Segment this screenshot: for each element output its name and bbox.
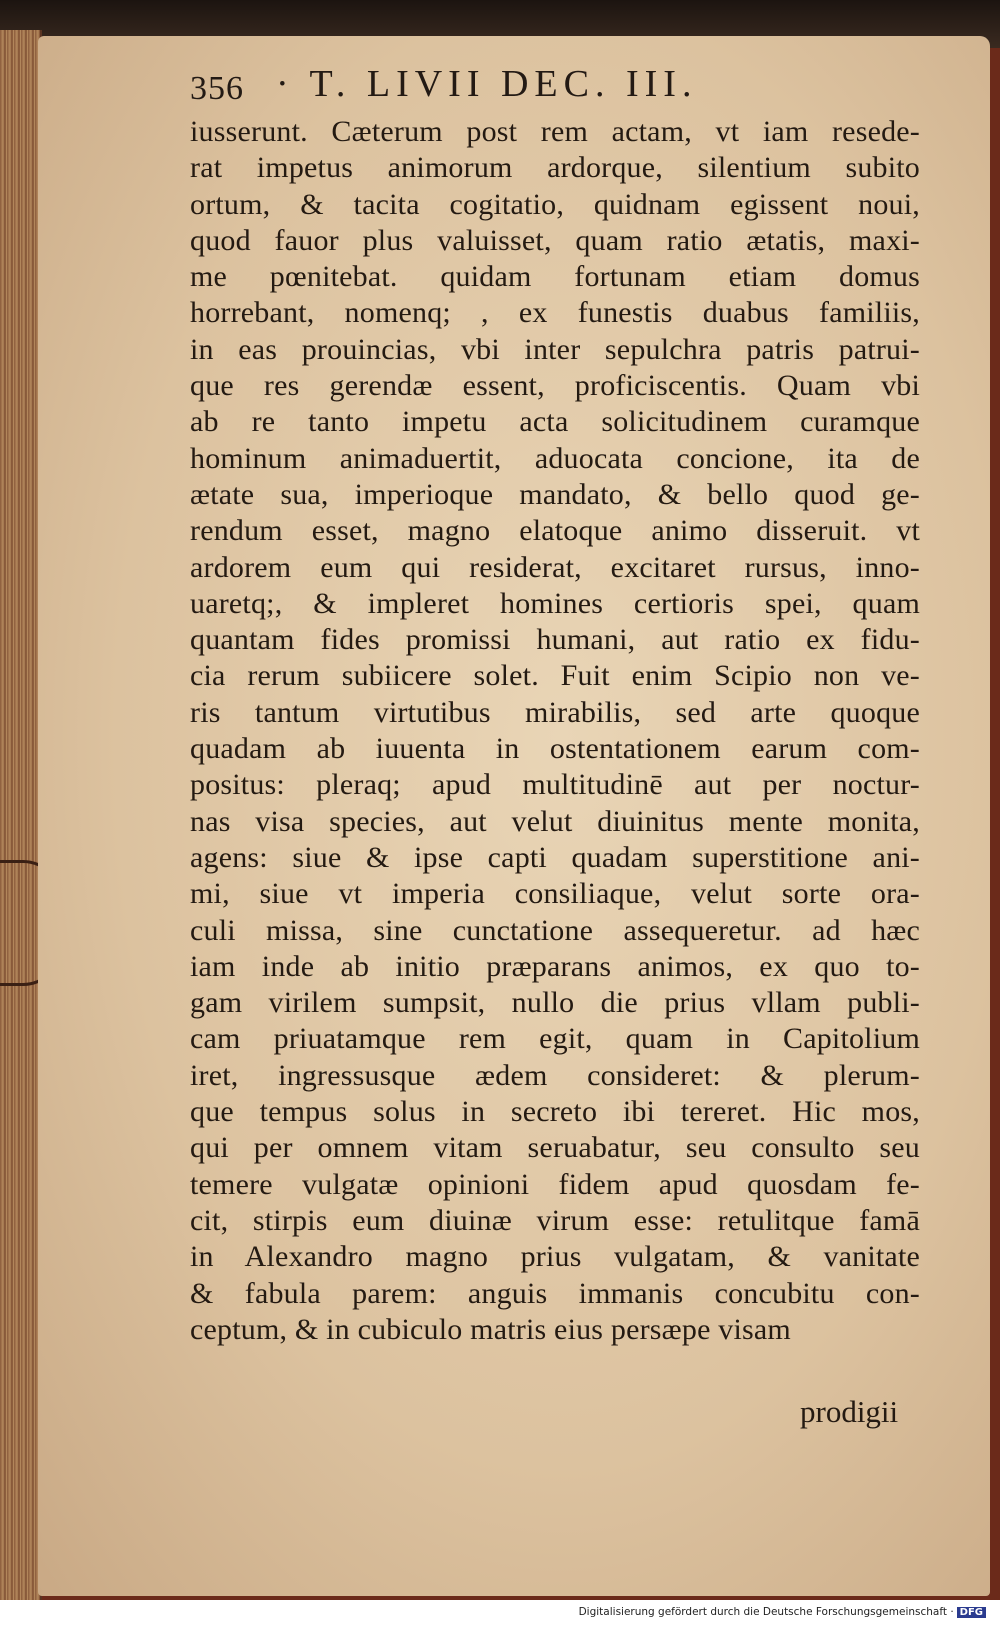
page-number: 356 <box>190 70 244 107</box>
text-line: iret, ingressusque ædem consideret: & plerum- <box>190 1058 920 1092</box>
text-line: que tempus solus in secreto ibi tereret. Hic mos, <box>190 1095 920 1129</box>
text-line: rendum esset, magno elatoque animo disseruit. vt <box>190 514 920 548</box>
text-line: me pœnitebat. quidam fortunam etiam domus <box>190 260 920 294</box>
text-line: rat impetus animorum ardorque, silentium subito <box>190 151 920 185</box>
text-line: hominum animaduertit, aduocata concione, ita de <box>190 441 920 475</box>
text-line: ætate sua, imperioque mandato, & bello quod ge- <box>190 477 920 511</box>
text-line: cia rerum subiicere solet. Fuit enim Scipio non ve- <box>190 659 920 693</box>
text-line: que res gerendæ essent, proficiscentis. Quam vbi <box>190 369 920 403</box>
dfg-logo: DFG <box>957 1607 986 1618</box>
running-head: · T. LIVII DEC. III. <box>276 63 698 105</box>
text-line: horrebant, nomenq; , ex funestis duabus familiis, <box>190 296 920 330</box>
text-line: agens: siue & ipse capti quadam superstitione ani- <box>190 840 920 874</box>
text-line: gam virilem sumpsit, nullo die prius vllam publi- <box>190 986 920 1020</box>
dfg-credit <box>579 1606 986 1618</box>
text-line: & fabula parem: anguis immanis concubitu con- <box>190 1276 920 1310</box>
text-line: in Alexandro magno prius vulgatam, & vanitate <box>190 1240 920 1274</box>
page-edges <box>0 30 42 1600</box>
text-line: cit, stirpis eum diuinæ virum esse: retulitque famā <box>190 1203 920 1237</box>
text-line: iam inde ab initio præparans animos, ex quo to- <box>190 949 920 983</box>
dfg-credit-text: Digitalisierung gefördert durch die Deutsche Forschungsgemeinschaft · <box>578 1606 954 1618</box>
text-line: ardorem eum qui residerat, excitaret rursus, inno- <box>190 550 920 584</box>
text-line: nas visa species, aut velut diuinitus mente monita, <box>190 804 920 838</box>
text-line: ris tantum virtutibus mirabilis, sed arte quoque <box>190 695 920 729</box>
text-line: temere vulgatæ opinioni fidem apud quosdam fe- <box>190 1167 920 1201</box>
text-line: ortum, & tacita cogitatio, quidnam egissent noui, <box>190 187 920 221</box>
text-line: uaretq;, & impleret homines certioris spei, quam <box>190 586 920 620</box>
text-line: positus: pleraq; apud multitudinē aut per noctur- <box>190 768 920 802</box>
text-line: iusserunt. Cæterum post rem actam, vt iam resede- <box>190 115 920 148</box>
text-line: culi missa, sine cunctatione assequeretur. ad hæc <box>190 913 920 947</box>
body-text <box>190 114 920 1348</box>
text-line: qui per omnem vitam seruabatur, seu consulto seu <box>190 1131 920 1165</box>
text-line: ab re tanto impetu acta solicitudinem curamque <box>190 405 920 439</box>
text-line: mi, siue vt imperia consiliaque, velut sorte ora- <box>190 877 920 911</box>
text-line: quadam ab iuuenta in ostentationem earum com- <box>190 732 920 766</box>
page-header <box>190 62 910 106</box>
text-line: in eas prouincias, vbi inter sepulchra patris patrui- <box>190 332 920 366</box>
catchword: prodigii <box>800 1394 899 1429</box>
text-line: quod fauor plus valuisset, quam ratio ætatis, maxi- <box>190 223 920 257</box>
text-line: cam priuatamque rem egit, quam in Capitolium <box>190 1022 920 1056</box>
text-line: quantam fides promissi humani, aut ratio ex fidu- <box>190 623 920 657</box>
text-line: ceptum, & in cubiculo matris eius persæpe visam <box>190 1312 791 1346</box>
